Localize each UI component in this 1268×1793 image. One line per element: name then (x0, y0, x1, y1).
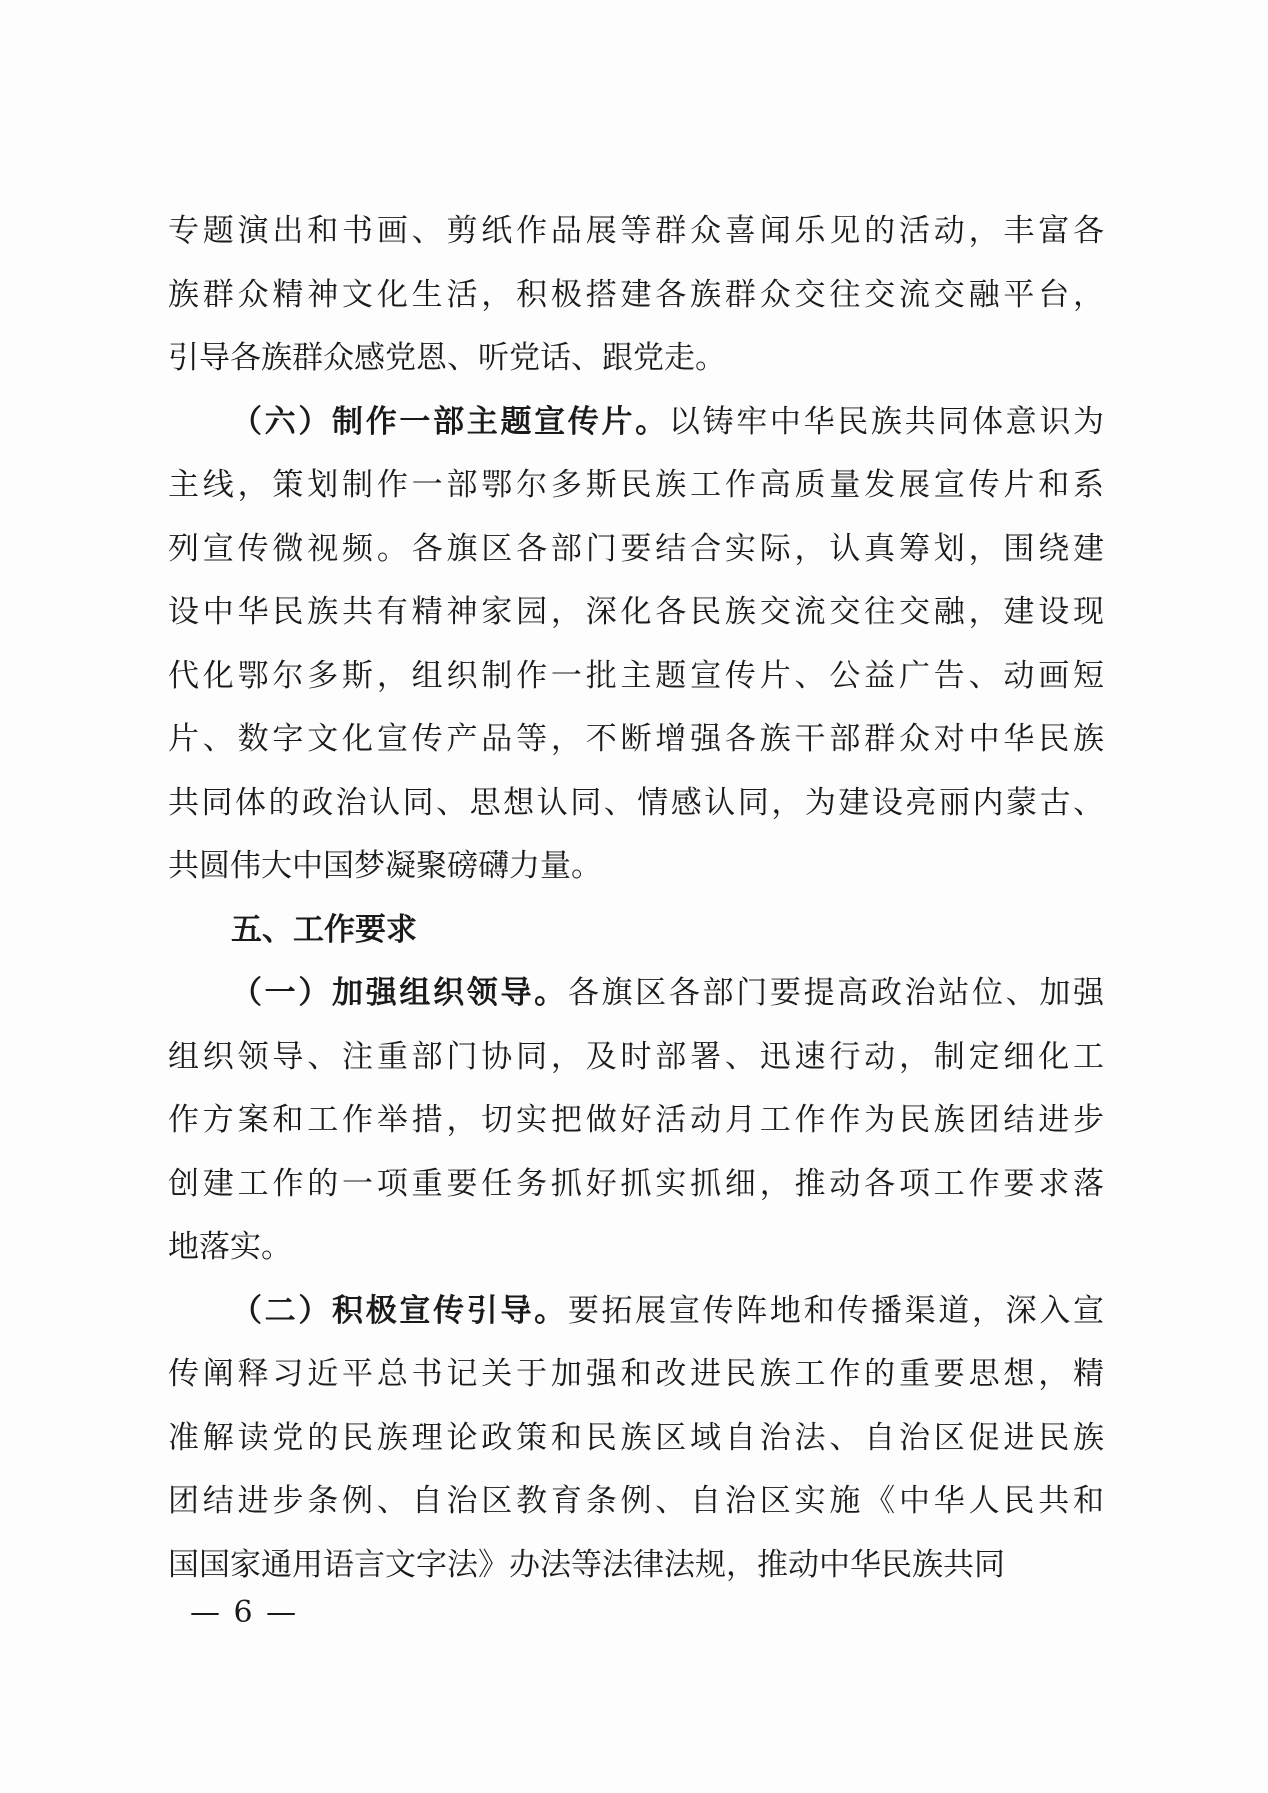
paragraph (168, 1280, 1104, 1598)
paragraph-line: 代化鄂尔多斯，组织制作一批主题宣传片、公益广告、动画短 (168, 657, 1104, 694)
paragraph-line: 引导各族群众感党恩、听党话、跟党走。 (168, 340, 726, 376)
paragraph-line: 设中华民族共有精神家园，深化各民族交流交往交融，建设现 (168, 594, 1104, 630)
paragraph-line: 族群众精神文化生活，积极搭建各族群众交往交流交融平台， (168, 276, 1104, 313)
section-heading (168, 899, 1104, 963)
paragraph-line: 国国家通用语言文字法》办法等法律法规，推动中华民族共同 (168, 1546, 1005, 1583)
paragraph-line (168, 1280, 1104, 1344)
paragraph-line: 组织领导、注重部门协同，及时部署、迅速行动，制定细化工 (168, 1038, 1104, 1075)
paragraph-line-text: 各旗区各部门要提高政治站位、加强 (567, 975, 1105, 1011)
paragraph-lead-title: （二）积极宣传引导。 (231, 1292, 568, 1329)
paragraph-line-text: 要拓展宣传阵地和传播渠道，深入宣 (567, 1292, 1105, 1329)
paragraph (168, 962, 1104, 1280)
paragraph-line: 传阐释习近平总书记关于加强和改进民族工作的重要思想，精 (168, 1356, 1104, 1392)
paragraph-line: 地落实。 (168, 1229, 292, 1265)
paragraph-line-text: 以铸牢中华民族共同体意识为 (668, 403, 1105, 440)
paragraph-lead-title: （一）加强组织领导。 (231, 975, 568, 1011)
paragraph (168, 391, 1104, 899)
paragraph (168, 200, 1104, 391)
paragraph-line: 列宣传微视频。各旗区各部门要结合实际，认真筹划，围绕建 (168, 530, 1104, 567)
paragraph-line: 主线，策划制作一部鄂尔多斯民族工作高质量发展宣传片和系 (168, 467, 1104, 503)
paragraph-line: 共同体的政治认同、思想认同、情感认同，为建设亮丽内蒙古、 (168, 784, 1104, 821)
paragraph-line: 创建工作的一项重要任务抓好抓实抓细，推动各项工作要求落 (168, 1165, 1104, 1202)
paragraph-lead-title: （六）制作一部主题宣传片。 (231, 403, 669, 440)
paragraph-line: 作方案和工作举措，切实把做好活动月工作作为民族团结进步 (168, 1102, 1104, 1138)
paragraph-line: 准解读党的民族理论政策和民族区域自治法、自治区促进民族 (168, 1419, 1104, 1456)
paragraph-line: 专题演出和书画、剪纸作品展等群众喜闻乐见的活动，丰富各 (168, 213, 1104, 249)
paragraph-line: 团结进步条例、自治区教育条例、自治区实施《中华人民共和 (168, 1483, 1104, 1519)
page-number: — 6 — (190, 1595, 299, 1630)
document-body (168, 200, 1104, 1597)
paragraph-line (168, 962, 1104, 1026)
paragraph-line: 片、数字文化宣传产品等，不断增强各族干部群众对中华民族 (168, 721, 1104, 757)
section-heading-text: 五、工作要求 (231, 911, 417, 948)
paragraph-line: 共圆伟大中国梦凝聚磅礴力量。 (168, 848, 602, 884)
paragraph-line (168, 391, 1104, 455)
